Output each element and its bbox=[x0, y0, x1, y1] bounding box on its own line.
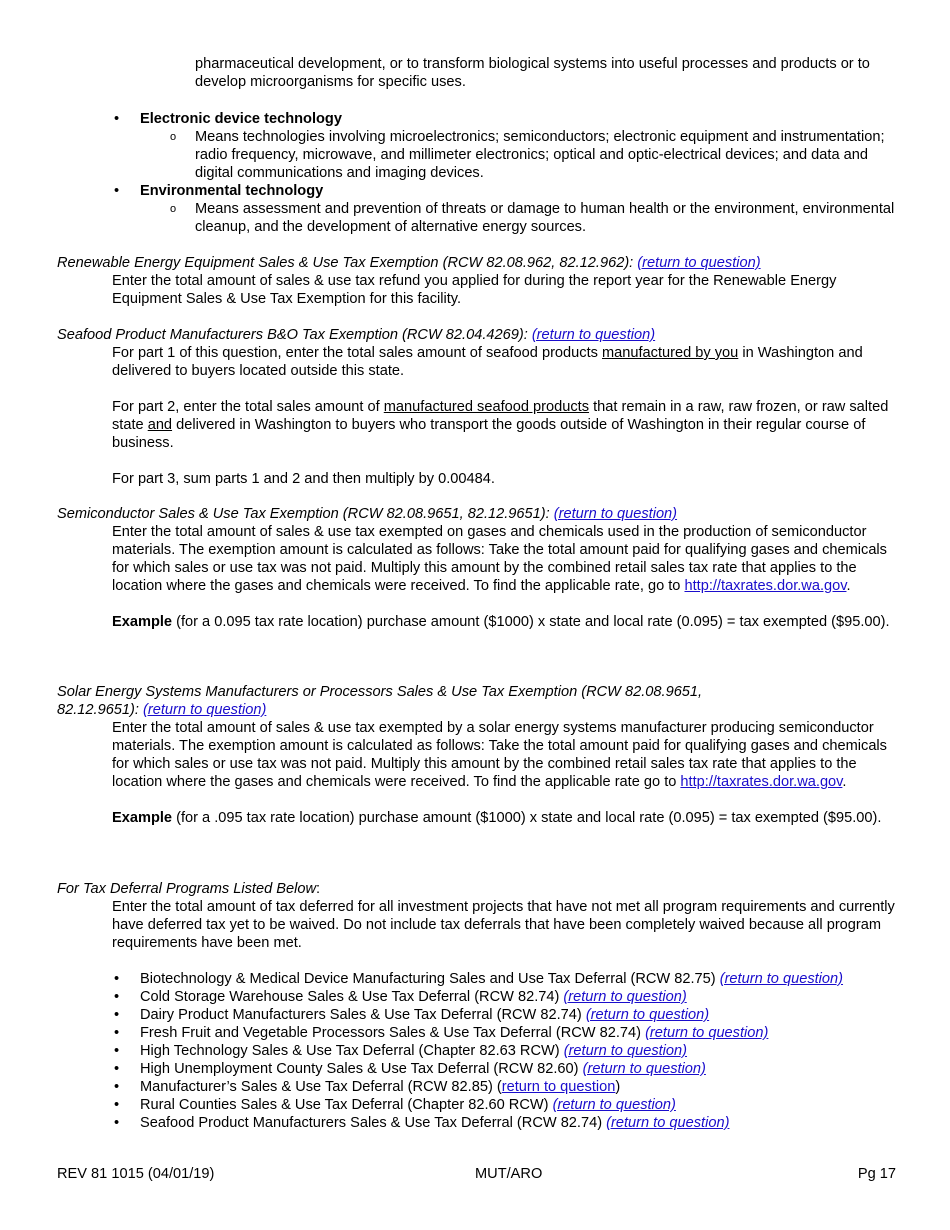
return-to-question-link[interactable]: (return to question) bbox=[563, 1043, 688, 1059]
renewable-body: Enter the total amount of sales & use tax refund you applied for during the report year for the Renewable Energy Equipment Sales & Use Tax Exemption for this facility. bbox=[112, 273, 837, 307]
definition-term: Environmental technology bbox=[140, 183, 324, 199]
taxrates-link[interactable]: http://taxrates.dor.wa.gov bbox=[684, 578, 847, 594]
solar-example: Example (for a .095 tax rate location) purchase amount ($1000) x state and local rate (0.095) = tax exempted ($95.00). bbox=[112, 810, 882, 826]
definitions-section bbox=[112, 110, 902, 236]
definition-meaning: o Means assessment and prevention of threats or damage to human health or the environment, environmental cleanup, and the development of alternative energy sources. bbox=[168, 200, 902, 236]
semiconductor-heading-line bbox=[57, 505, 907, 523]
footer-center: MUT/ARO bbox=[475, 1166, 543, 1182]
return-to-question-link[interactable]: (return to question) bbox=[143, 702, 267, 718]
return-to-question-link[interactable]: (return to question) bbox=[719, 971, 844, 987]
return-to-question-link[interactable]: (return to question) bbox=[553, 506, 678, 522]
return-to-question-link[interactable]: (return to question) bbox=[531, 327, 656, 343]
footer-page-number: Pg 17 bbox=[857, 1166, 896, 1182]
deferral-item: • High Technology Sales & Use Tax Deferral (Chapter 82.63 RCW) (return to question) bbox=[112, 1042, 907, 1060]
deferral-body: Enter the total amount of tax deferred for all investment projects that have not met all program requirements and currently have deferred tax yet to be waived. Do not include tax deferrals that have been completely waived because all program requirements have been met. bbox=[112, 899, 895, 951]
return-to-question-link[interactable]: (return to question) bbox=[606, 1115, 730, 1131]
return-to-question-link[interactable]: (return to question) bbox=[563, 989, 687, 1005]
return-to-question-link[interactable]: return to question bbox=[501, 1079, 616, 1095]
return-to-question-link[interactable]: (return to question) bbox=[585, 1007, 710, 1023]
solar-heading: Solar Energy Systems Manufacturers or Processors Sales & Use Tax Exemption (RCW 82.08.9651, 82.12.9651): bbox=[57, 684, 703, 718]
solar-section bbox=[112, 719, 907, 827]
return-to-question-link[interactable]: (return to question) bbox=[552, 1097, 676, 1113]
deferral-item: • Manufacturer’s Sales & Use Tax Deferral (RCW 82.85) (return to question) bbox=[112, 1078, 907, 1096]
seafood-part2: For part 2, enter the total sales amount of manufactured seafood products that remain in a raw, raw frozen, or raw salted state and delivered in Washington to buyers who transport the goods outside of Washington in their regular course of business. bbox=[112, 399, 889, 451]
renewable-heading: Renewable Energy Equipment Sales & Use Tax Exemption (RCW 82.08.962, 82.12.962): bbox=[57, 255, 634, 271]
deferral-heading: For Tax Deferral Programs Listed Below bbox=[57, 881, 317, 897]
intro-section bbox=[195, 55, 905, 91]
definition-term: Electronic device technology bbox=[140, 111, 342, 127]
deferral-item: • Dairy Product Manufacturers Sales & Use Tax Deferral (RCW 82.74) (return to question) bbox=[112, 1006, 907, 1024]
deferral-item: • Cold Storage Warehouse Sales & Use Tax Deferral (RCW 82.74) (return to question) bbox=[112, 988, 907, 1006]
seafood-heading: Seafood Product Manufacturers B&O Tax Exemption (RCW 82.04.4269): bbox=[57, 327, 528, 343]
return-to-question-link[interactable]: (return to question) bbox=[582, 1061, 706, 1077]
deferral-heading-line: For Tax Deferral Programs Listed Below: bbox=[57, 881, 321, 897]
semiconductor-body: Enter the total amount of sales & use tax exempted on gases and chemicals used in the production of semiconductor materials. The exemption amount is calculated as follows: Take the total amount paid for qualifying gases and chemicals for which sales or use tax was not paid. Multiply this amount by the combined retail sales tax rate that applies to the location where the gases and chemicals were received. To find the applicable rate, go to http://taxrates.dor.wa.gov. bbox=[112, 524, 887, 594]
deferral-section bbox=[57, 880, 907, 1132]
semiconductor-example: Example (for a 0.095 tax rate location) purchase amount ($1000) x state and local rate (0.095) = tax exempted ($95.00). bbox=[112, 614, 890, 630]
solar-heading-line bbox=[57, 683, 757, 719]
deferral-item: • Biotechnology & Medical Device Manufacturing Sales and Use Tax Deferral (RCW 82.75) (return to question) bbox=[112, 970, 907, 988]
deferral-item: • High Unemployment County Sales & Use Tax Deferral (RCW 82.60) (return to question) bbox=[112, 1060, 907, 1078]
definition-item bbox=[112, 182, 902, 236]
renewable-heading-line bbox=[57, 254, 907, 272]
return-to-question-link[interactable]: (return to question) bbox=[645, 1025, 769, 1041]
seafood-heading-line bbox=[57, 326, 907, 344]
definition-item bbox=[112, 110, 902, 182]
semiconductor-section bbox=[57, 505, 907, 631]
renewable-section bbox=[57, 254, 907, 308]
solar-body: Enter the total amount of sales & use tax exempted by a solar energy systems manufacturer producing semiconductor materials. The exemption amount is calculated as follows: Take the total amount paid for qualifying gases and chemicals for which sales or use tax was not paid. Multiply this amount by the combined retail sales tax rate that applies to the location where the gases and chemicals were received. To find the applicable rate go to http://taxrates.dor.wa.gov. bbox=[112, 720, 887, 790]
seafood-part1: For part 1 of this question, enter the total sales amount of seafood products manufactured by you in Washington and delivered to buyers located outside this state. bbox=[112, 345, 863, 379]
solar-heading-block bbox=[57, 683, 757, 719]
deferral-list bbox=[112, 970, 907, 1132]
return-to-question-link[interactable]: (return to question) bbox=[637, 255, 761, 271]
taxrates-link[interactable]: http://taxrates.dor.wa.gov bbox=[680, 774, 843, 790]
seafood-section bbox=[57, 326, 907, 488]
deferral-item: • Seafood Product Manufacturers Sales & Use Tax Deferral (RCW 82.74) (return to question) bbox=[112, 1114, 907, 1132]
deferral-item: • Fresh Fruit and Vegetable Processors Sales & Use Tax Deferral (RCW 82.74) (return to question) bbox=[112, 1024, 907, 1042]
page-footer bbox=[57, 1165, 896, 1183]
seafood-part3: For part 3, sum parts 1 and 2 and then multiply by 0.00484. bbox=[112, 471, 495, 487]
footer-form-number: REV 81 1015 (04/01/19) bbox=[57, 1166, 215, 1182]
intro-continuation: pharmaceutical development, or to transform biological systems into useful processes and products or to develop microorganisms for specific uses. bbox=[195, 56, 870, 90]
definition-meaning: o Means technologies involving microelectronics; semiconductors; electronic equipment and instrumentation; radio frequency, microwave, and millimeter electronics; optical and optic-electrical devices; and data and digital communications and imaging devices. bbox=[168, 128, 902, 182]
deferral-item: • Rural Counties Sales & Use Tax Deferral (Chapter 82.60 RCW) (return to question) bbox=[112, 1096, 907, 1114]
semiconductor-heading: Semiconductor Sales & Use Tax Exemption (RCW 82.08.9651, 82.12.9651): bbox=[57, 506, 550, 522]
